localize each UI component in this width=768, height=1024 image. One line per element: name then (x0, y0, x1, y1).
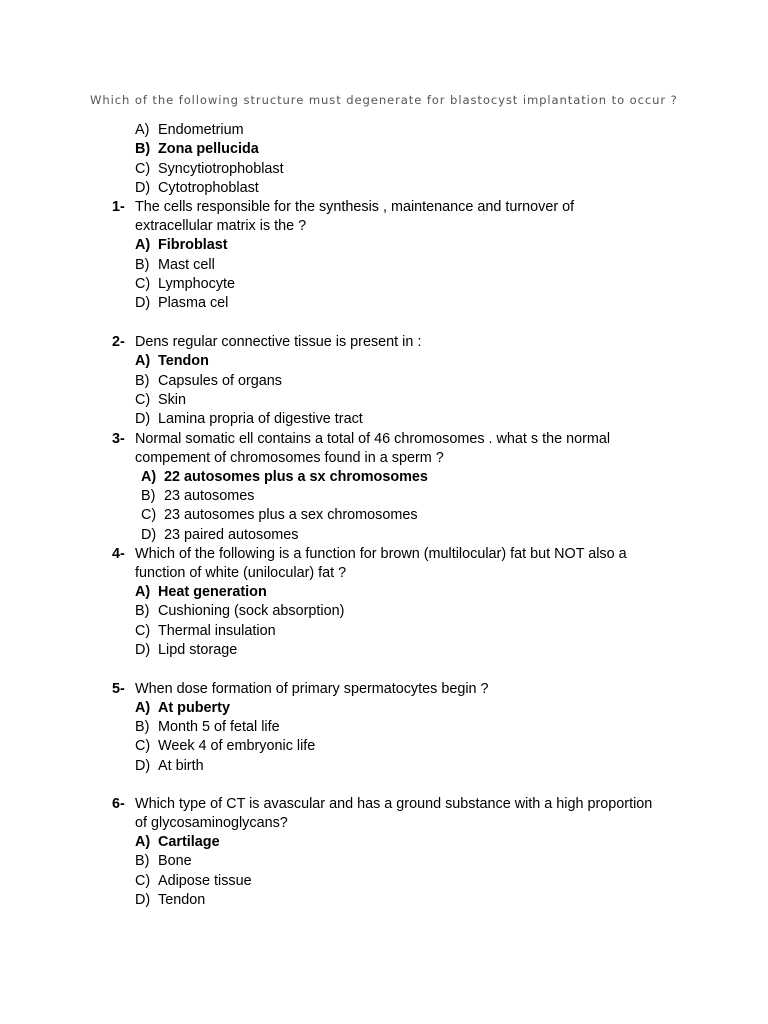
option-letter: C) (135, 392, 151, 408)
option-text: Thermal insulation (158, 623, 276, 639)
option-text: Capsules of organs (158, 373, 282, 389)
option-letter: A) (141, 469, 157, 485)
option-letter: D) (135, 642, 151, 658)
option-d (135, 294, 228, 313)
question-text-line: compement of chromosomes found in a sperm ? (135, 450, 444, 466)
intro-question-text: Which of the following structure must degenerate for blastocyst implantation to occur ? (90, 93, 678, 107)
option-text: Syncytiotrophoblast (158, 161, 284, 177)
question-text-line: The cells responsible for the synthesis , maintenance and turnover of (135, 199, 575, 215)
option-d (135, 410, 363, 429)
option-letter: C) (135, 161, 151, 177)
question-text-line: Dens regular connective tissue is present in : (135, 334, 422, 350)
option-b (141, 487, 254, 506)
option-text: 23 autosomes plus a sex chromosomes (164, 507, 418, 523)
option-c (135, 622, 276, 641)
option-text: Mast cell (158, 257, 215, 273)
option-text: Tendon (158, 353, 209, 369)
option-text: 22 autosomes plus a sx chromosomes (164, 469, 428, 485)
intro-option-a (135, 121, 244, 140)
option-text: Zona pellucida (158, 141, 259, 157)
option-letter: B) (141, 488, 156, 504)
option-text: Cartilage (158, 834, 220, 850)
option-letter: D) (141, 527, 157, 543)
option-text: Plasma cel (158, 295, 229, 311)
option-d (135, 757, 204, 776)
option-a-answer (135, 352, 209, 371)
option-letter: B) (135, 719, 150, 735)
option-letter: C) (135, 623, 151, 639)
intro-option-b-answer (135, 140, 259, 159)
question-text-line: of glycosaminoglycans? (135, 815, 288, 831)
question-text-line: Which of the following is a function for brown (multilocular) fat but NOT also a (135, 546, 627, 562)
option-text: At puberty (158, 700, 230, 716)
option-text: Lamina propria of digestive tract (158, 411, 363, 427)
option-text: Cytotrophoblast (158, 180, 259, 196)
option-text: Fibroblast (158, 237, 228, 253)
option-text: At birth (158, 758, 204, 774)
question-number: 2- (112, 334, 125, 350)
option-c (141, 506, 418, 525)
option-a-answer (135, 833, 220, 852)
option-letter: A) (135, 584, 151, 600)
option-a-answer (135, 583, 267, 602)
option-text: Heat generation (158, 584, 267, 600)
option-text: Lymphocyte (158, 276, 236, 292)
option-letter: D) (135, 295, 151, 311)
option-text: 23 autosomes (164, 488, 255, 504)
option-b (135, 718, 280, 737)
question-text-line: Normal somatic ell contains a total of 46 chromosomes . what s the normal (135, 431, 611, 447)
option-letter: A) (135, 237, 151, 253)
question-text-line: extracellular matrix is the ? (135, 218, 307, 234)
question-number: 4- (112, 546, 125, 562)
option-letter: C) (141, 507, 157, 523)
option-letter: C) (135, 276, 151, 292)
option-b (135, 372, 282, 391)
option-letter: B) (135, 373, 150, 389)
option-b (135, 256, 215, 275)
option-text: Adipose tissue (158, 873, 252, 889)
option-text: Endometrium (158, 122, 244, 138)
option-letter: D) (135, 180, 151, 196)
question-number: 1- (112, 199, 125, 215)
question-text-line: function of white (unilocular) fat ? (135, 565, 347, 581)
option-a-answer (141, 468, 428, 487)
option-letter: A) (135, 834, 151, 850)
option-b (135, 852, 192, 871)
option-letter: B) (135, 603, 150, 619)
intro-option-c (135, 160, 284, 179)
intro-option-d (135, 179, 259, 198)
option-text: Bone (158, 853, 192, 869)
option-letter: D) (135, 892, 151, 908)
option-letter: B) (135, 141, 151, 157)
option-letter: D) (135, 758, 151, 774)
option-letter: C) (135, 873, 151, 889)
question-number: 6- (112, 796, 125, 812)
option-letter: A) (135, 122, 150, 138)
option-c (135, 872, 252, 891)
question-number: 5- (112, 681, 125, 697)
option-letter: C) (135, 738, 151, 754)
option-c (135, 275, 235, 294)
option-text: 23 paired autosomes (164, 527, 299, 543)
option-letter: B) (135, 257, 150, 273)
option-b (135, 602, 344, 621)
option-text: Week 4 of embryonic life (158, 738, 316, 754)
option-d (135, 891, 205, 910)
option-text: Month 5 of fetal life (158, 719, 280, 735)
option-a-answer (135, 699, 230, 718)
option-a-answer (135, 236, 228, 255)
option-d (141, 526, 298, 545)
question-text-line: When dose formation of primary spermatocytes begin ? (135, 681, 489, 697)
option-text: Skin (158, 392, 186, 408)
option-letter: B) (135, 853, 150, 869)
option-letter: D) (135, 411, 151, 427)
option-c (135, 391, 186, 410)
option-text: Lipd storage (158, 642, 238, 658)
option-letter: A) (135, 353, 151, 369)
question-number: 3- (112, 431, 125, 447)
option-c (135, 737, 315, 756)
question-text-line: Which type of CT is avascular and has a ground substance with a high proportion (135, 796, 653, 812)
option-text: Cushioning (sock absorption) (158, 603, 345, 619)
option-d (135, 641, 237, 660)
option-text: Tendon (158, 892, 206, 908)
option-letter: A) (135, 700, 151, 716)
